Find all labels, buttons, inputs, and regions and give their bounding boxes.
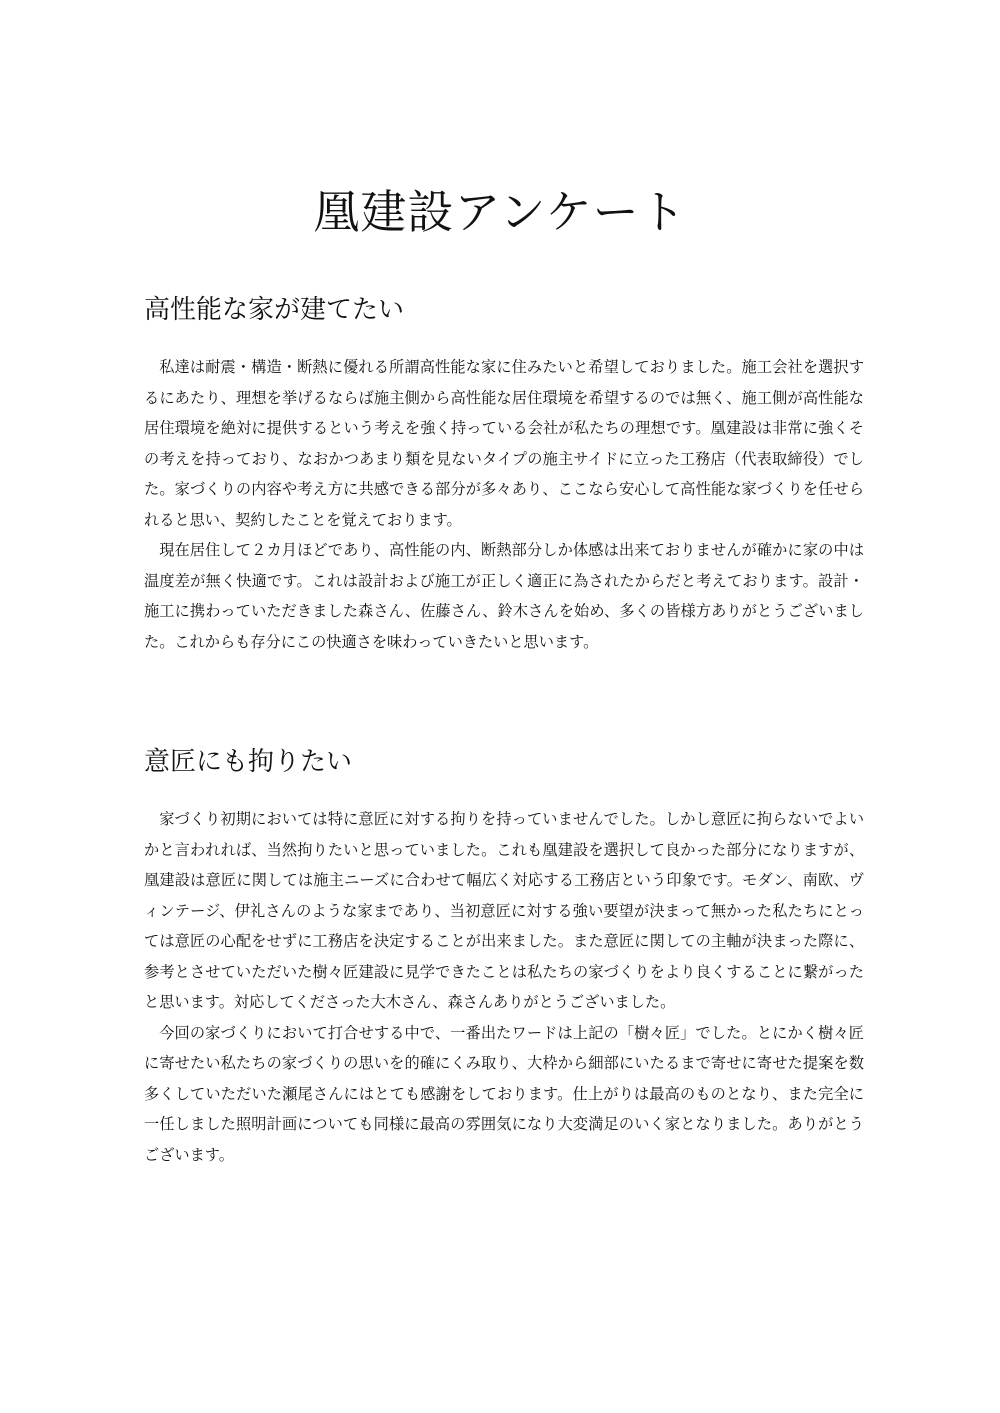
section-paragraph: 私達は耐震・構造・断熱に優れる所謂高性能な家に住みたいと希望しておりました。施工会社を選択するにあたり、理想を挙げるならば施主側から高性能な居住環境を希望するのでは無く、施工側が高性能な居住環境を絶対に提供するという考えを強く持っている会社が私たちの理想です。凰建設は非常に強くその考えを持っており、なおかつあまり類を見ないタイプの施主サイドに立った工務店（代表取締役）でした。家づくりの内容や考え方に共感できる部分が多々あり、ここなら安心して高性能な家づくりを任せられると思い、契約したことを覚えております。 bbox=[144, 358, 865, 529]
section-paragraph: 現在居住して２カ月ほどであり、高性能の内、断熱部分しか体感は出来ておりませんが確かに家の中は温度差が無く快適です。これは設計および施工が正しく適正に為されたからだと考えております。設計・施工に携わっていただきました森さん、佐藤さん、鈴木さんを始め、多くの皆様方ありがとうございました。これからも存分にこの快適さを味わっていきたいと思います。 bbox=[144, 541, 865, 651]
section-heading: 高性能な家が建てたい bbox=[144, 295, 405, 325]
section-paragraph: 今回の家づくりにおいて打合せする中で、一番出たワードは上記の「樹々匠」でした。とにかく樹々匠に寄せたい私たちの家づくりの思いを的確にくみ取り、大枠から細部にいたるまで寄せに寄せた提案を数多くしていただいた瀬尾さんにはとても感謝をしております。仕上がりは最高のものとなり、また完全に一任しました照明計画についても同様に最高の雰囲気になり大変満足のいく家となりました。ありがとうございます。 bbox=[144, 1023, 865, 1164]
section-high-performance bbox=[144, 290, 864, 657]
section-design bbox=[144, 742, 864, 1170]
section-heading: 意匠にも拘りたい bbox=[144, 747, 353, 777]
section-paragraph: 家づくり初期においては特に意匠に対する拘りを持っていませんでした。しかし意匠に拘らないでよいかと言われれば、当然拘りたいと思っていました。これも凰建設を選択して良かった部分になりますが、凰建設は意匠に関しては施主ニーズに合わせて幅広く対応する工務店という印象です。モダン、南欧、ヴィンテージ、伊礼さんのような家まであり、当初意匠に対する強い要望が決まって無かった私たちにとっては意匠の心配をせずに工務店を決定することが出来ました。また意匠に関しての主軸が決まった際に、参考とさせていただいた樹々匠建設に見学できたことは私たちの家づくりをより良くすることに繋がったと思います。対応してくださった大木さん、森さんありがとうございました。 bbox=[144, 810, 865, 1011]
document-title: 凰建設アンケート bbox=[313, 185, 687, 239]
